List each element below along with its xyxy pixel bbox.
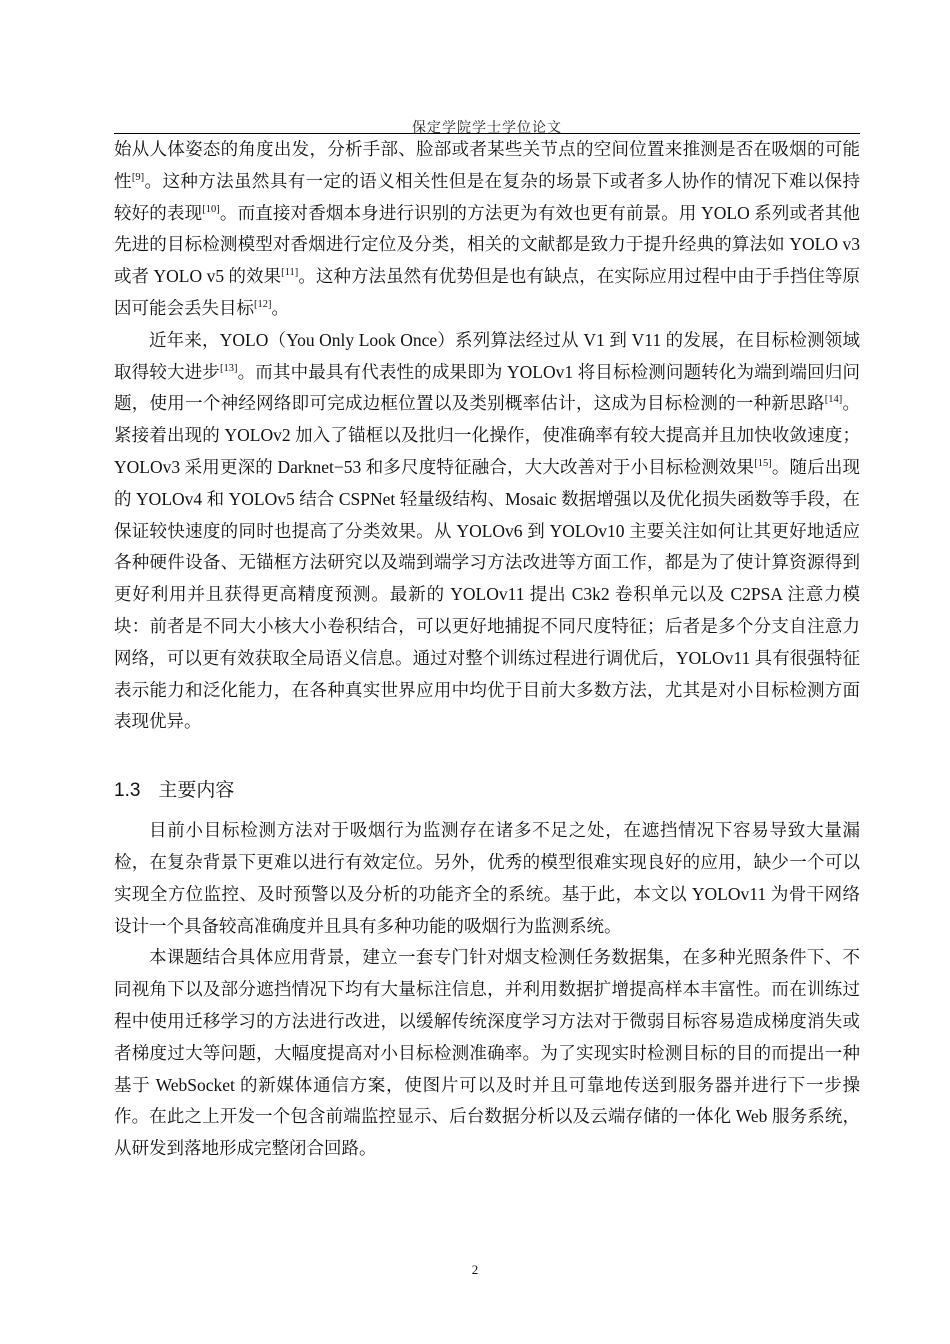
body-paragraph xyxy=(114,134,860,325)
paragraph-text: 目前小目标检测方法对于吸烟行为监测存在诸多不足之处，在遮挡情况下容易导致大量漏检，在复杂背景下更难以进行有效定位。另外，优秀的模型很难实现良好的应用，缺少一个可以实现全方位监控、及时预警以及分析的功能齐全的系统。基于此，本文以 YOLOv11 为骨干网络设计一个具备较高准确度并且具有多种功能的吸烟行为监测系统。 xyxy=(114,820,860,936)
citation-ref: [13] xyxy=(219,362,238,374)
paragraph-text: 本课题结合具体应用背景，建立一套专门针对烟支检测任务数据集，在多种光照条件下、不同视角下以及部分遮挡情况下均有大量标注信息，并利用数据扩增提高样本丰富性。而在训练过程中使用迁移学习的方法进行改进，以缓解传统深度学习方法对于微弱目标容易造成梯度消失或者梯度过大等问题，大幅度提高对小目标检测准确率。为了实现实时检测目标的目的而提出一种基于 WebSocket 的新媒体通信方案，使图片可以及时并且可靠地传送到服务器并进行下一步操作。在此之上开发一个包含前端监控显示、后台数据分析以及云端存储的一体化 Web 服务系统，从研发到落地形成完整闭合回路。 xyxy=(114,947,860,1159)
citation-ref: [12] xyxy=(254,299,272,311)
body-paragraph xyxy=(114,942,860,1165)
paragraph-text: 。 xyxy=(271,297,289,318)
section-heading xyxy=(114,778,860,803)
paragraph-text: 。这种方法虽然有优势但是也有缺点，在实际应用过程中由于手挡住等原因可能会丢失目标 xyxy=(114,266,861,318)
section-title: 主要内容 xyxy=(158,779,235,802)
intro-paragraphs xyxy=(114,134,860,738)
citation-ref: [15] xyxy=(754,458,772,470)
citation-ref: [14] xyxy=(824,394,843,406)
page-content xyxy=(114,134,860,1165)
page-header: 保定学院学士学位论文 xyxy=(412,121,562,136)
page-number: 2 xyxy=(471,1262,479,1277)
body-paragraph xyxy=(114,325,860,738)
paragraph-text: 。紧接着出现的 YOLOv2 加入了锚框以及批归一化操作，使准确率有较大提高并且加快收敛速度；YOLOv3 采用更深的 Darknet−53 和多尺度特征融合，大大改善对于小目标检测效果 xyxy=(114,393,861,477)
paragraph-text: 。随后出现的 YOLOv4 和 YOLOv5 结合 CSPNet 轻量级结构、Mosaic 数据增强以及优化损失函数等手段，在保证较快速度的同时也提高了分类效果。从 YOLOv6 到 YOLOv10 主要关注如何让其更好地适应各种硬件设备、无锚框方法研究以及端到端学习方法改进等方面工作，都是为了使计算资源得到更好利用并且获得更高精度预测。最新的 YOLOv11 提出 C3k2 卷积单元以及 C2PSA 注意力模块：前者是不同大小核大小卷积结合，可以更好地捕捉不同尺度特征；后者是多个分支自注意力网络，可以更有效获取全局语义信息。通过对整个训练过程进行调优后，YOLOv11 具有很强特征表示能力和泛化能力，在各种真实世界应用中均优于目前大多数方法，尤其是对小目标检测方面表现优异。 xyxy=(114,456,860,732)
citation-ref: [10] xyxy=(202,203,220,215)
section-paragraphs xyxy=(114,815,860,1165)
paragraph-text: 始从人体姿态的角度出发，分析手部、脸部或者某些关节点的空间位置来推测是否在吸烟的可能性 xyxy=(114,139,860,191)
paragraph-text: 。而其中最具有代表性的成果即为 YOLOv1 将目标检测问题转化为端到端回归问题，使用一个神经网络即可完成边框位置以及类别概率估计，这成为目标检测的一种新思路 xyxy=(114,361,861,414)
paragraph-text: 近年来，YOLO（You Only Look Once）系列算法经过从 V1 到 V11 的发展，在目标检测领域取得较大进步 xyxy=(114,329,860,382)
paragraph-text: 。而直接对香烟本身进行识别的方法更为有效也更有前景。用 YOLO 系列或者其他先进的目标检测模型对香烟进行定位及分类，相关的文献都是致力于提升经典的算法如 YOLO v3 或者 YOLO v5 的效果 xyxy=(114,202,861,287)
citation-ref: [11] xyxy=(281,267,299,279)
body-paragraph xyxy=(114,815,860,942)
citation-ref: [9] xyxy=(131,171,145,183)
paragraph-text: 。这种方法虽然具有一定的语义相关性但是在复杂的场景下或者多人协作的情况下难以保持较好的表现 xyxy=(114,170,861,223)
section-number: 1.3 xyxy=(114,780,141,802)
